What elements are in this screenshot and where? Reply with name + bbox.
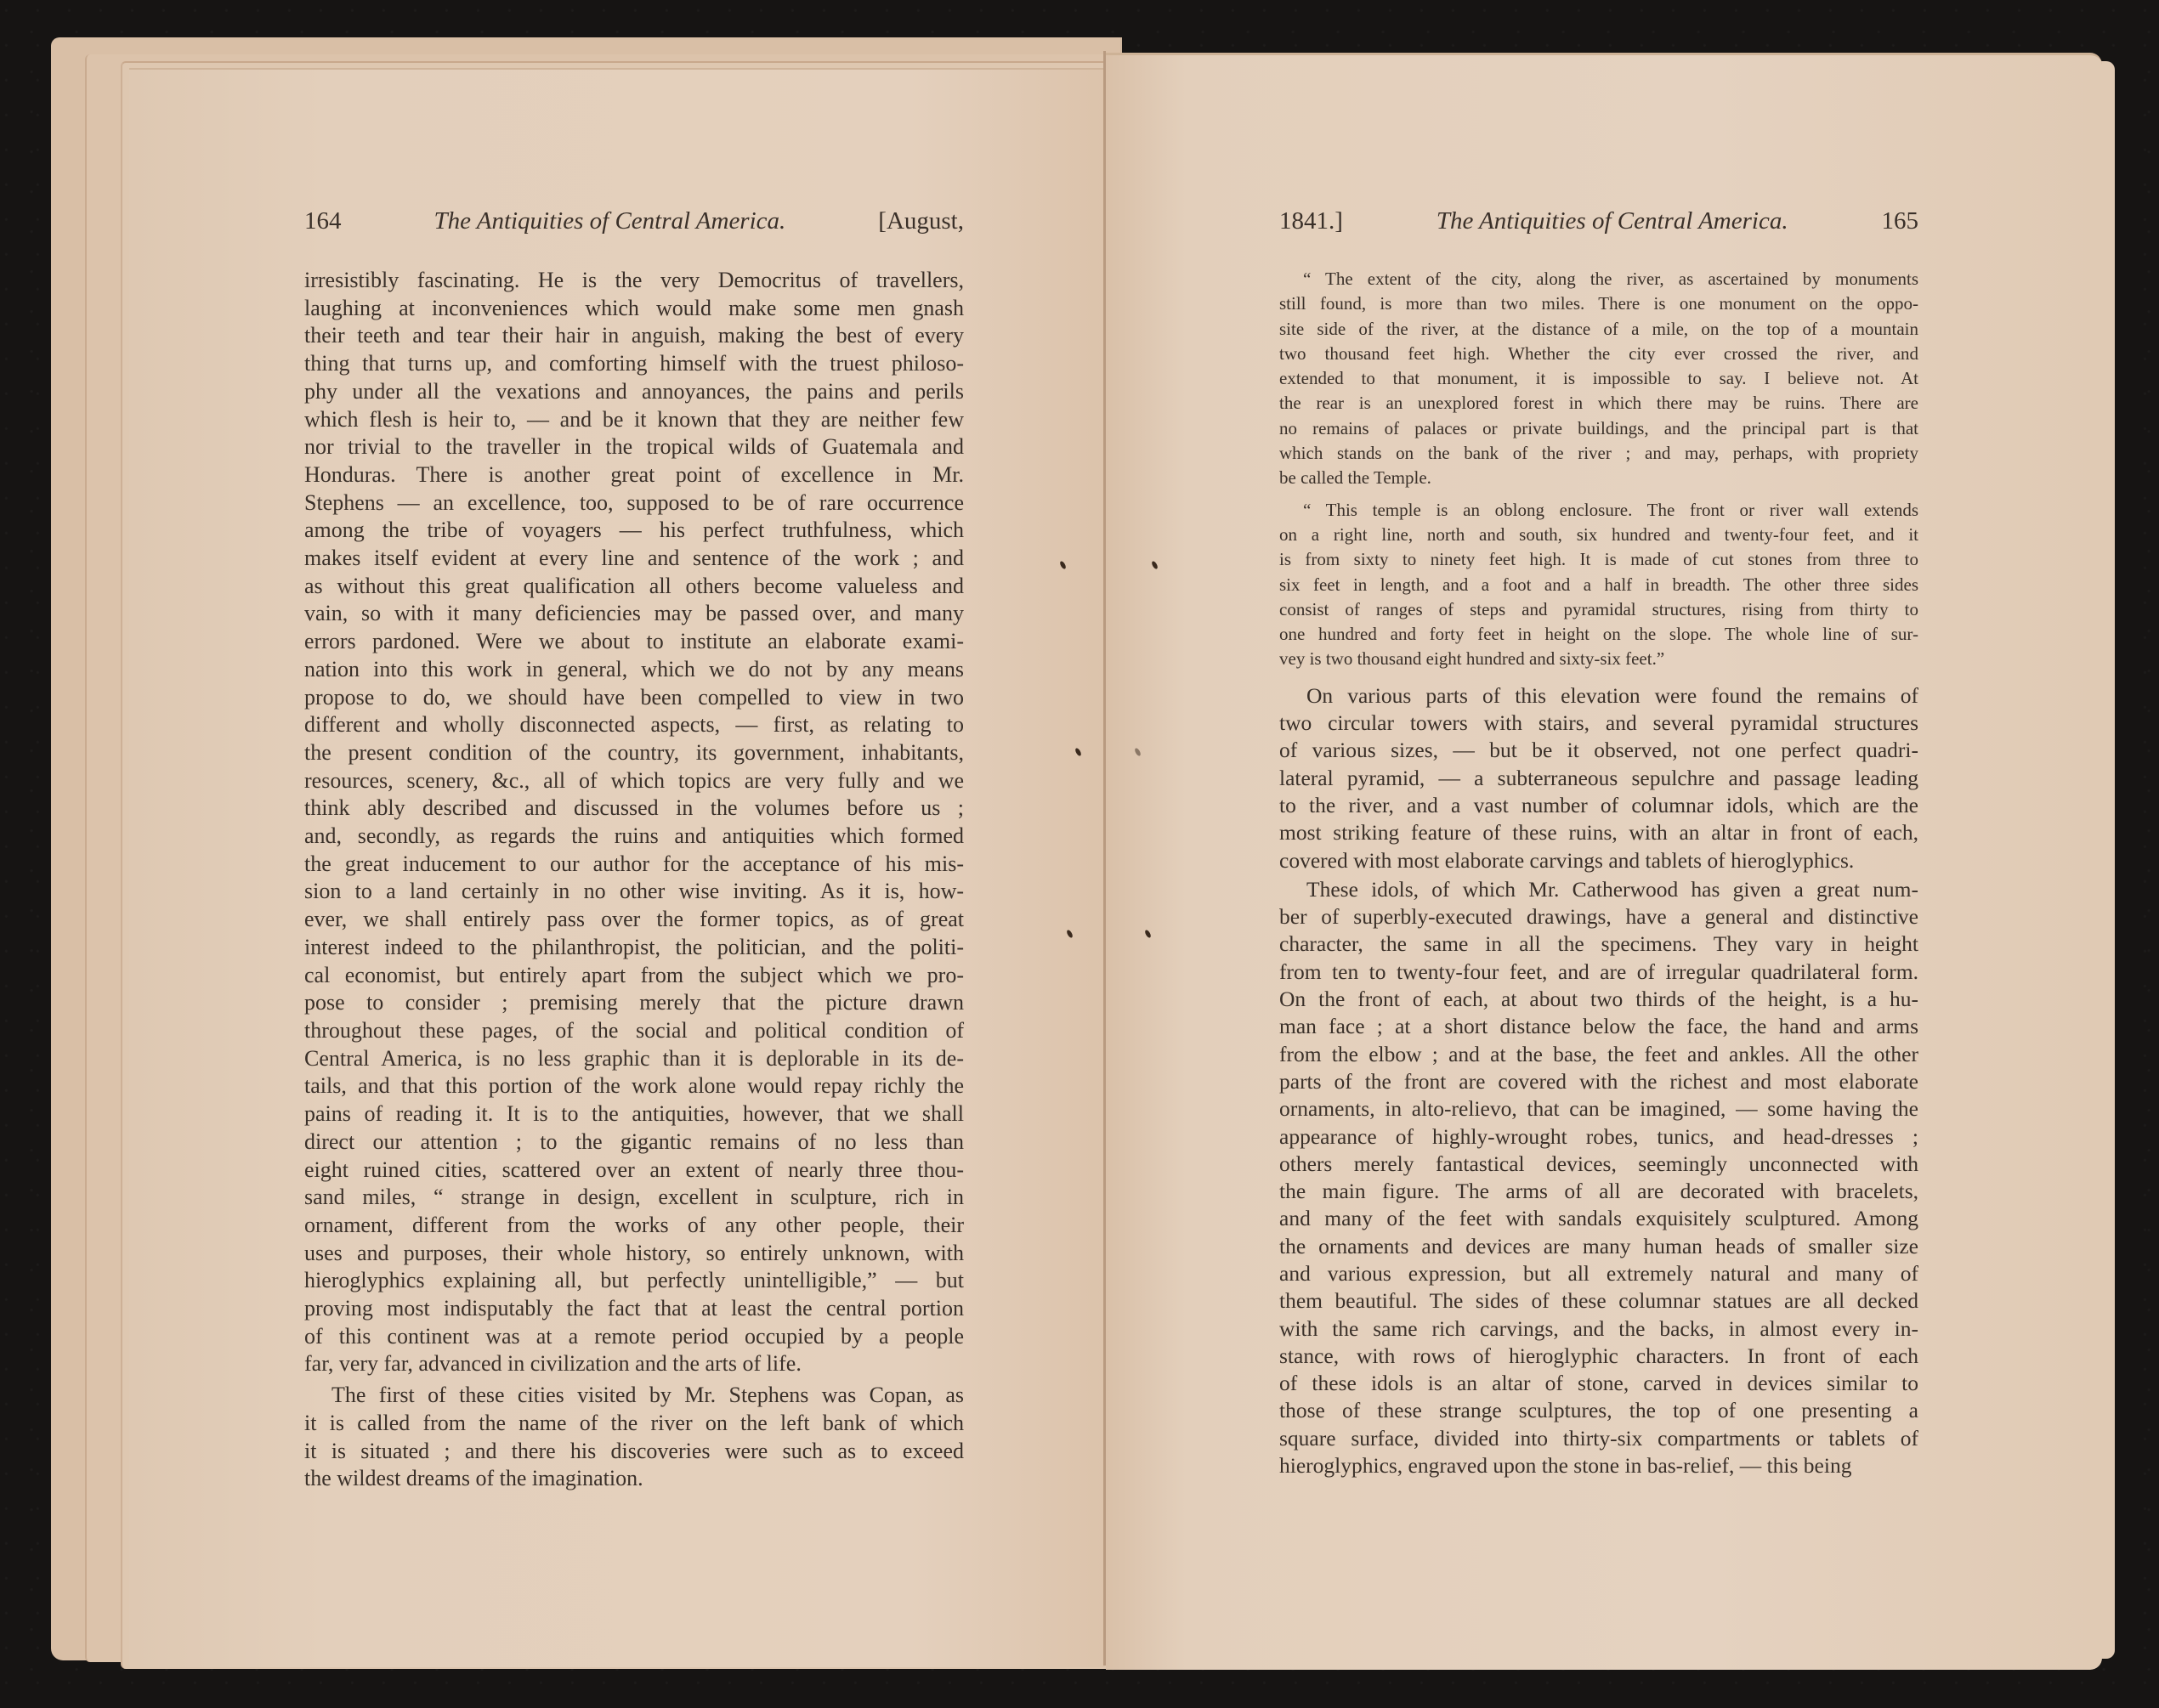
text-line: square surface, divided into thirty-six compartments or tablets of <box>1279 1425 1918 1451</box>
text-line: tails, and that this portion of the work alone would repay richly the <box>304 1073 964 1099</box>
text-line: to the river, and a vast number of columnar idols, which are the <box>1279 792 1918 817</box>
text-line: no remains of palaces or private buildings, and the principal part is that <box>1279 417 1918 438</box>
text-line: interest indeed to the philanthropist, the politician, and the politi- <box>304 934 964 959</box>
page-number: 164 <box>304 207 342 235</box>
text-line: far, very far, advanced in civilization and the arts of life. <box>304 1351 802 1377</box>
text-line: phy under all the vexations and annoyances, the pains and perils <box>304 378 964 404</box>
text-line: be called the Temple. <box>1279 467 1431 489</box>
left-body <box>304 267 964 1493</box>
text-line: Honduras. There is another great point of excellence in Mr. <box>304 461 964 487</box>
text-line: These idols, of which Mr. Catherwood has given a great num- <box>1306 876 1918 902</box>
text-line: and various expression, but all extremely natural and many of <box>1279 1260 1918 1286</box>
text-line: two circular towers with stairs, and several pyramidal structures <box>1279 710 1918 736</box>
text-line: irresistibly fascinating. He is the very Democritus of travellers, <box>304 268 964 292</box>
text-line: parts of the front are covered with the richest and most elaborate <box>1279 1068 1918 1094</box>
text-line: makes itself evident at every line and sentence of the work ; and <box>304 546 964 571</box>
right-page-text <box>1279 207 1918 1479</box>
right-body <box>1279 682 1918 1480</box>
right-running-head <box>1279 207 1918 241</box>
text-line: the present condition of the country, its government, inhabitants, <box>304 739 964 765</box>
text-line: nor trivial to the traveller in the tropical wilds of Guatemala and <box>304 434 964 460</box>
text-line: six feet in length, and a foot and a half in breadth. The other three sides <box>1279 574 1918 595</box>
page-number: 165 <box>1881 207 1918 235</box>
text-line: stance, with rows of hieroglyphic characters. In front of each <box>1279 1343 1918 1368</box>
text-line: and, secondly, as regards the ruins and antiquities which formed <box>304 823 964 849</box>
text-line: the rear is an unexplored forest in which there may be ruins. There are <box>1279 393 1918 414</box>
text-line: ber of superbly-executed drawings, have a general and distinctive <box>1279 904 1918 930</box>
text-line: of various sizes, — but be it observed, not one perfect quadri- <box>1279 738 1918 763</box>
text-line: which stands on the bank of the river ; and may, perhaps, with propriety <box>1279 443 1918 464</box>
text-line: cal economist, but entirely apart from the subject which we pro- <box>304 962 964 987</box>
text-line: vain, so with it many deficiencies may be passed over, and many <box>304 601 964 626</box>
text-line: of these idols is an altar of stone, carved in devices similar to <box>1279 1371 1918 1396</box>
text-line: pose to consider ; premising merely that the picture drawn <box>304 990 964 1015</box>
text-line: Stephens — an excellence, too, supposed to be of rare occurrence <box>304 489 964 515</box>
text-line: still found, is more than two miles. There is one monument on the oppo- <box>1279 293 1918 314</box>
text-line: from the elbow ; and at the base, the feet and ankles. All the other <box>1279 1041 1918 1066</box>
text-line: sion to a land certainly in no other wise inviting. As it is, how- <box>304 879 964 904</box>
text-line: others merely fantastical devices, seemingly unconnected with <box>1279 1151 1918 1176</box>
book-gutter <box>1103 51 1106 1666</box>
text-line: nation into this work in general, which we do not by any means <box>304 656 964 682</box>
text-line: proving most indisputably the fact that at least the central portion <box>304 1296 964 1321</box>
text-line: ornament, different from the works of any other people, their <box>304 1212 964 1237</box>
text-line: the great inducement to our author for the acceptance of his mis- <box>304 851 964 876</box>
text-line: it is called from the name of the river on the left bank of which <box>304 1410 964 1435</box>
running-date: [August, <box>878 207 964 235</box>
text-line: appearance of highly-wrought robes, tunics, and head-dresses ; <box>1279 1123 1918 1149</box>
text-line: On various parts of this elevation were found the remains of <box>1306 682 1918 708</box>
text-line: “ This temple is an oblong enclosure. The front or river wall extends <box>1303 499 1918 520</box>
text-line: direct our attention ; to the gigantic remains of no less than <box>304 1128 964 1154</box>
left-page-text <box>304 207 964 1493</box>
paragraph <box>1279 876 1918 1480</box>
text-line: resources, scenery, &c., all of which topics are very fully and we <box>304 767 964 793</box>
text-line: propose to do, we should have been compelled to view in two <box>304 684 964 710</box>
text-line: laughing at inconveniences which would make some men gnash <box>304 295 964 320</box>
text-line: character, the same in all the specimens. They vary in height <box>1279 931 1918 957</box>
text-line: throughout these pages, of the social and political condition of <box>304 1017 964 1043</box>
text-line: with the same rich carvings, and the backs, in almost every in- <box>1279 1315 1918 1341</box>
text-line: hieroglyphics, engraved upon the stone in bas-relief, — this being <box>1279 1453 1852 1479</box>
text-line: vey is two thousand eight hundred and sixty-six feet.” <box>1279 648 1665 670</box>
text-line: think ably described and discussed in the volumes before us ; <box>304 795 964 821</box>
text-line: On the front of each, at about two thirds of the height, is a hu- <box>1279 987 1918 1012</box>
text-line: hieroglyphics explaining all, but perfectly unintelligible,” — but <box>304 1268 964 1293</box>
text-line: it is situated ; and there his discoveries were such as to exceed <box>304 1438 964 1463</box>
block-quotes <box>1279 267 1918 672</box>
text-line: uses and purposes, their whole history, so entirely unknown, with <box>304 1240 964 1265</box>
paragraph <box>1279 682 1918 874</box>
text-line: sand miles, “ strange in design, excellent in sculpture, rich in <box>304 1185 964 1210</box>
text-line: two thousand feet high. Whether the city ever crossed the river, and <box>1279 342 1918 364</box>
text-line: those of these strange sculptures, the top of one presenting a <box>1279 1398 1918 1423</box>
text-line: among the tribe of voyagers — his perfect truthfulness, which <box>304 517 964 543</box>
paragraph <box>304 267 964 1378</box>
text-line: man face ; at a short distance below the face, the hand and arms <box>1279 1014 1918 1039</box>
text-line: the ornaments and devices are many human heads of smaller size <box>1279 1233 1918 1258</box>
text-line: of this continent was at a remote period occupied by a people <box>304 1323 964 1349</box>
text-line: the wildest dreams of the imagination. <box>304 1466 643 1491</box>
text-line: on a right line, north and south, six hundred and twenty-four feet, and it <box>1279 523 1918 545</box>
text-line: most striking feature of these ruins, with an altar in front of each, <box>1279 820 1918 846</box>
quote-paragraph <box>1279 498 1918 672</box>
running-title: The Antiquities of Central America. <box>434 207 786 235</box>
text-line: extended to that monument, it is impossible to say. I believe not. At <box>1279 368 1918 389</box>
text-line: their teeth and tear their hair in anguish, making the best of every <box>304 323 964 348</box>
text-line: different and wholly disconnected aspects, — first, as relating to <box>304 712 964 738</box>
quote-paragraph <box>1279 267 1918 491</box>
paragraph <box>304 1382 964 1493</box>
text-line: ever, we shall entirely pass over the former topics, as of great <box>304 907 964 932</box>
running-title: The Antiquities of Central America. <box>1436 207 1788 235</box>
text-line: site side of the river, at the distance of a mile, on the top of a mountain <box>1279 318 1918 339</box>
text-line: which flesh is heir to, — and be it known that they are neither few <box>304 406 964 432</box>
text-line: covered with most elaborate carvings and tablets of hieroglyphics. <box>1279 847 1855 873</box>
text-line: the main figure. The arms of all are decorated with bracelets, <box>1279 1179 1918 1204</box>
text-line: thing that turns up, and comforting himself with the truest philoso- <box>304 351 964 376</box>
text-line: Central America, is no less graphic than it is deplorable in its de- <box>304 1045 964 1071</box>
text-line: is from sixty to ninety feet high. It is made of cut stones from three to <box>1279 549 1918 570</box>
left-running-head <box>304 207 964 241</box>
text-line: them beautiful. The sides of these columnar statues are all decked <box>1279 1288 1918 1314</box>
text-line: from ten to twenty-four feet, and are of irregular quadrilateral form. <box>1279 959 1918 984</box>
running-date: 1841.] <box>1279 207 1343 235</box>
text-line: pains of reading it. It is to the antiquities, however, that we shall <box>304 1101 964 1127</box>
text-line: errors pardoned. Were we about to institute an elaborate exami- <box>304 629 964 654</box>
text-line: “ The extent of the city, along the river, as ascertained by monuments <box>1303 269 1918 289</box>
text-line: and many of the feet with sandals exquisitely sculptured. Among <box>1279 1206 1918 1231</box>
text-line: as without this great qualification all others become valueless and <box>304 573 964 598</box>
text-line: ornaments, in alto-relievo, that can be imagined, — some having the <box>1279 1096 1918 1122</box>
text-line: lateral pyramid, — a subterraneous sepulchre and passage leading <box>1279 765 1918 790</box>
text-line: eight ruined cities, scattered over an extent of nearly three thou- <box>304 1157 964 1182</box>
text-line: The first of these cities visited by Mr. Stephens was Copan, as <box>332 1383 964 1408</box>
text-line: consist of ranges of steps and pyramidal structures, rising from thirty to <box>1279 598 1918 619</box>
text-line: one hundred and forty feet in height on the slope. The whole line of sur- <box>1279 624 1918 645</box>
